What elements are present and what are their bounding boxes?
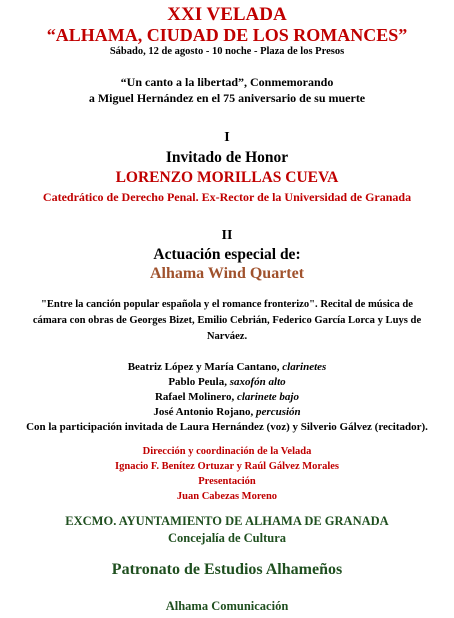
performer-line — [0, 377, 454, 388]
patronato-name: Patronato de Estudios Alhameños — [111, 561, 343, 578]
direction-names: Ignacio F. Benítez Ortuzar y Raúl Gálvez Morales — [115, 461, 339, 472]
edition-title: XXI VELADA — [167, 4, 287, 25]
presenter-name: Juan Cabezas Moreno — [176, 491, 278, 502]
section-2-numeral: II — [221, 228, 233, 243]
performer-instrument: saxofón alto — [229, 376, 286, 388]
performer-instrument: clarinete bajo — [236, 391, 299, 403]
performer-name: Pablo Peula, — [168, 376, 230, 388]
guest-title: Catedrático de Derecho Penal. Ex-Rector de la Universidad de Granada — [42, 190, 412, 204]
recital-description-line-3: Narváez. — [206, 331, 248, 342]
performer-line — [0, 392, 454, 403]
performer-instrument: percusión — [256, 406, 301, 418]
ensemble-name: Alhama Wind Quartet — [149, 265, 305, 282]
guest-participation: Con la participación invitada de Laura Hernández (voz) y Silverio Gálvez (recitador). — [26, 421, 428, 433]
section-2-heading: Actuación especial de: — [153, 246, 301, 263]
direction-label: Dirección y coordinación de la Velada — [142, 446, 312, 457]
dedication-line-1: “Un canto a la libertad”, Conmemorando — [120, 75, 334, 89]
performer-name: Rafael Molinero, — [154, 391, 237, 403]
performer-name: José Antonio Rojano, — [153, 406, 257, 418]
event-date-place: Sábado, 12 de agosto - 10 noche - Plaza de los Presos — [109, 46, 345, 57]
recital-description-line-1: "Entre la canción popular española y el romance fronterizo". Recital de música de — [40, 299, 414, 310]
event-title: “ALHAMA, CIUDAD DE LOS ROMANCES” — [46, 25, 408, 45]
performer-instrument: clarinetes — [282, 361, 327, 373]
culture-department: Concejalía de Cultura — [167, 531, 287, 545]
council-name: EXCMO. AYUNTAMIENTO DE ALHAMA DE GRANADA — [65, 514, 389, 528]
dedication-line-2: a Miguel Hernández en el 75 aniversario de su muerte — [88, 91, 366, 105]
section-1-numeral: I — [224, 130, 230, 145]
section-1-heading: Invitado de Honor — [165, 149, 289, 166]
communication-name: Alhama Comunicación — [165, 599, 289, 613]
performer-name: Beatriz López y María Cantano, — [127, 361, 283, 373]
performer-line — [0, 362, 454, 373]
presentation-label: Presentación — [198, 476, 256, 487]
recital-description — [0, 297, 454, 345]
performer-line — [0, 407, 454, 418]
recital-description-line-2: cámara con obras de Georges Bizet, Emilio Cebrián, Federico García Lorca y Luys de — [32, 315, 422, 326]
guest-name: LORENZO MORILLAS CUEVA — [115, 169, 339, 186]
